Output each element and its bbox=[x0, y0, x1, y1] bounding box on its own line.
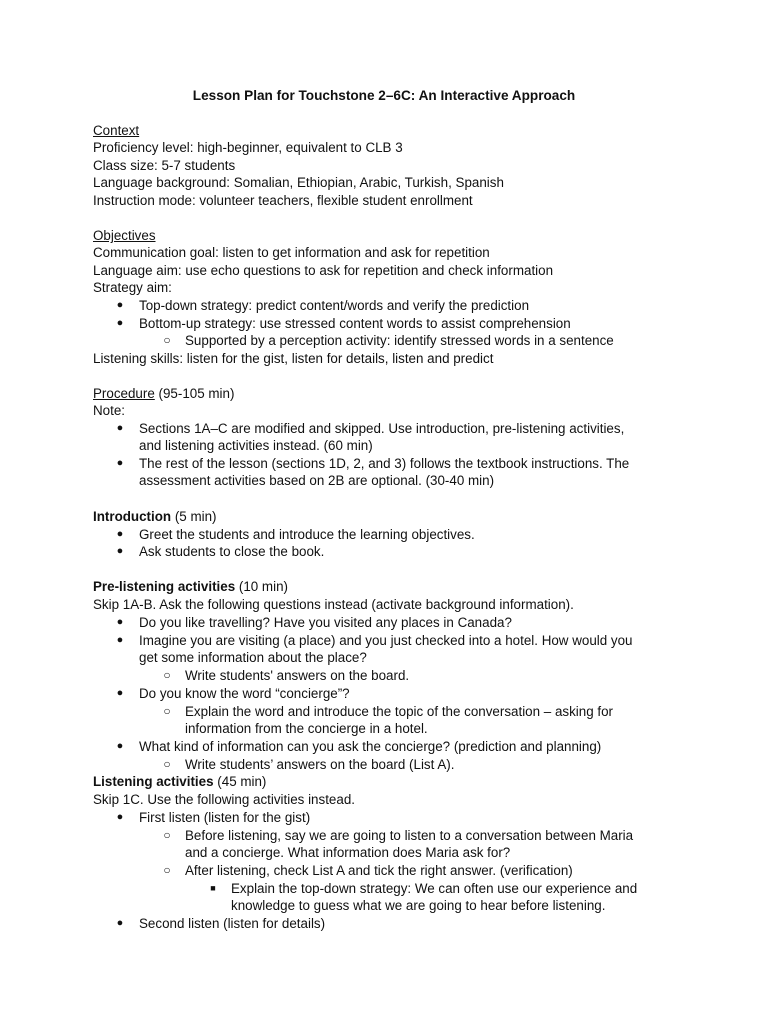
list-item: Ask students to close the book. bbox=[139, 544, 325, 559]
bullet-dot: ● bbox=[116, 299, 124, 311]
list-item-continued: assessment activities based on 2B are optional. (30-40 min) bbox=[139, 473, 495, 488]
bullet-circle: ○ bbox=[163, 757, 171, 771]
procedure-heading-label: Procedure bbox=[93, 386, 155, 401]
procedure-duration: (95-105 min) bbox=[154, 386, 235, 401]
list-item-continued: get some information about the place? bbox=[139, 650, 367, 665]
bullet-dot: ● bbox=[116, 616, 124, 628]
list-item-continued: information from the concierge in a hotel. bbox=[185, 721, 428, 736]
bullet-dot: ● bbox=[116, 457, 124, 469]
list-item: Do you know the word “concierge”? bbox=[139, 686, 350, 701]
context-line: Language background: Somalian, Ethiopian, Arabic, Turkish, Spanish bbox=[93, 175, 504, 190]
bullet-dot: ● bbox=[116, 740, 124, 752]
objective-line: Communication goal: listen to get information and ask for repetition bbox=[93, 245, 490, 260]
objective-line: Listening skills: listen for the gist, listen for details, listen and predict bbox=[93, 351, 494, 366]
bullet-dot: ● bbox=[116, 545, 124, 557]
bullet-circle: ○ bbox=[163, 828, 171, 842]
listening-intro: Skip 1C. Use the following activities instead. bbox=[93, 792, 355, 807]
bullet-square: ■ bbox=[210, 883, 216, 893]
list-item-continued: and a concierge. What information does Maria ask for? bbox=[185, 845, 511, 860]
context-line: Proficiency level: high-beginner, equivalent to CLB 3 bbox=[93, 140, 403, 155]
list-item: Bottom-up strategy: use stressed content words to assist comprehension bbox=[139, 316, 571, 331]
bullet-circle: ○ bbox=[163, 863, 171, 877]
listening-duration: (45 min) bbox=[213, 774, 267, 789]
prelistening-heading bbox=[93, 578, 288, 596]
list-item: The rest of the lesson (sections 1D, 2, and 3) follows the textbook instructions. The bbox=[139, 456, 630, 471]
bullet-dot: ● bbox=[116, 917, 124, 929]
context-line: Class size: 5-7 students bbox=[93, 158, 236, 173]
context-heading: Context bbox=[93, 123, 140, 138]
prelistening-intro: Skip 1A-B. Ask the following questions instead (activate background information). bbox=[93, 597, 574, 612]
list-item: Greet the students and introduce the learning objectives. bbox=[139, 527, 475, 542]
listening-heading bbox=[93, 773, 266, 791]
list-item: Before listening, say we are going to listen to a conversation between Maria bbox=[185, 828, 634, 843]
list-item: What kind of information can you ask the concierge? (prediction and planning) bbox=[139, 739, 602, 754]
list-item: Write students' answers on the board. bbox=[185, 668, 410, 683]
prelistening-duration: (10 min) bbox=[235, 579, 288, 594]
objectives-heading: Objectives bbox=[93, 228, 156, 243]
list-item: Explain the top-down strategy: We can often use our experience and bbox=[231, 881, 638, 896]
bullet-dot: ● bbox=[116, 687, 124, 699]
listening-heading-label: Listening activities bbox=[93, 774, 214, 789]
bullet-dot: ● bbox=[116, 811, 124, 823]
bullet-dot: ● bbox=[116, 634, 124, 646]
prelistening-heading-label: Pre-listening activities bbox=[93, 579, 236, 594]
list-item: Do you like travelling? Have you visited any places in Canada? bbox=[139, 615, 512, 630]
context-line: Instruction mode: volunteer teachers, flexible student enrollment bbox=[93, 193, 473, 208]
introduction-duration: (5 min) bbox=[171, 509, 217, 524]
bullet-dot: ● bbox=[116, 528, 124, 540]
list-item: Imagine you are visiting (a place) and you just checked into a hotel. How would you bbox=[139, 633, 633, 648]
list-item: Supported by a perception activity: identify stressed words in a sentence bbox=[185, 333, 614, 348]
list-item: Write students’ answers on the board (List A). bbox=[185, 757, 455, 772]
introduction-heading bbox=[93, 508, 217, 526]
bullet-dot: ● bbox=[116, 317, 124, 329]
introduction-heading-label: Introduction bbox=[93, 509, 172, 524]
objective-line: Strategy aim: bbox=[93, 280, 172, 295]
list-item-continued: and listening activities instead. (60 min) bbox=[139, 438, 373, 453]
bullet-circle: ○ bbox=[163, 668, 171, 682]
bullet-circle: ○ bbox=[163, 704, 171, 718]
list-item: After listening, check List A and tick the right answer. (verification) bbox=[185, 863, 573, 878]
bullet-circle: ○ bbox=[163, 333, 171, 347]
note-label: Note: bbox=[93, 403, 126, 418]
objective-line: Language aim: use echo questions to ask for repetition and check information bbox=[93, 263, 554, 278]
list-item-continued: knowledge to guess what we are going to hear before listening. bbox=[231, 898, 606, 913]
list-item: Explain the word and introduce the topic of the conversation – asking for bbox=[185, 704, 614, 719]
procedure-heading bbox=[93, 385, 234, 403]
bullet-dot: ● bbox=[116, 422, 124, 434]
list-item: Second listen (listen for details) bbox=[139, 916, 326, 931]
page-title: Lesson Plan for Touchstone 2–6C: An Interactive Approach bbox=[192, 88, 576, 103]
list-item: Sections 1A–C are modified and skipped. Use introduction, pre-listening activities, bbox=[139, 421, 625, 436]
list-item: First listen (listen for the gist) bbox=[139, 810, 311, 825]
list-item: Top-down strategy: predict content/words and verify the prediction bbox=[139, 298, 530, 313]
